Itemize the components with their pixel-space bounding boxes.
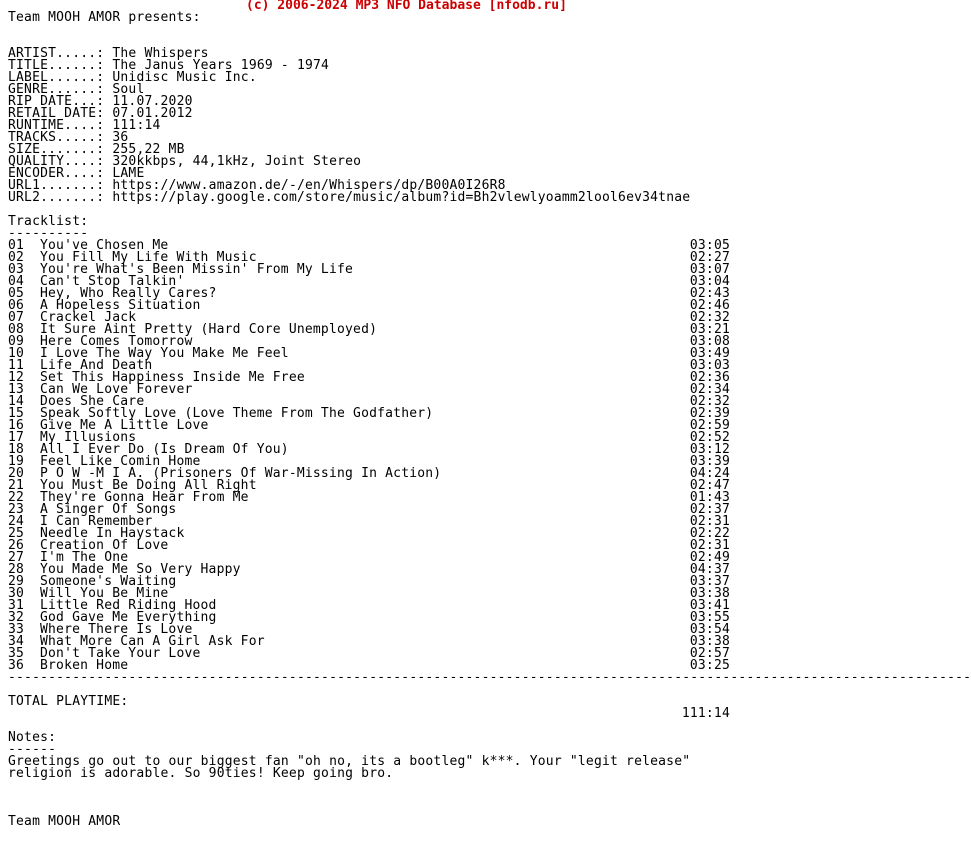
track-number: 26 — [8, 538, 25, 553]
track-title: Don't Take Your Love — [40, 646, 201, 661]
track-title: Broken Home — [40, 658, 129, 673]
track-title: Crackel Jack — [40, 310, 137, 325]
track-title: God Gave Me Everything — [40, 610, 217, 625]
info-line — [8, 192, 690, 204]
notes-heading: Notes: — [8, 730, 57, 745]
track-number: 24 — [8, 514, 25, 529]
info-value: Soul — [112, 82, 145, 97]
track-title: Will You Be Mine — [40, 586, 169, 601]
track-duration: 03:12 — [689, 442, 730, 457]
signature: Team MOOH AMOR — [8, 814, 121, 829]
track-duration: 02:39 — [689, 406, 730, 421]
info-value: 111:14 — [112, 118, 161, 133]
info-value: The Janus Years 1969 - 1974 — [112, 58, 330, 73]
track-title: Set This Happiness Inside Me Free — [40, 370, 305, 385]
track-title: They're Gonna Hear From Me — [40, 490, 249, 505]
track-title: Hey, Who Really Cares? — [40, 286, 217, 301]
track-title: Can We Love Forever — [40, 382, 193, 397]
info-label: LABEL......: — [8, 70, 105, 85]
track-duration: 01:43 — [689, 490, 730, 505]
track-number: 17 — [8, 430, 25, 445]
notes-text-line-2: religion is adorable. So 90ties! Keep going bro. — [8, 766, 394, 781]
track-title: Creation Of Love — [40, 538, 169, 553]
track-number: 33 — [8, 622, 25, 637]
track-title: You're What's Been Missin' From My Life — [40, 262, 354, 277]
track-number: 19 — [8, 454, 25, 469]
info-value: 320kkbps, 44,1kHz, Joint Stereo — [112, 154, 362, 169]
track-title: All I Ever Do (Is Dream Of You) — [40, 442, 289, 457]
info-label: ARTIST.....: — [8, 46, 105, 61]
track-duration: 02:49 — [689, 550, 730, 565]
track-number: 35 — [8, 646, 25, 661]
track-title: Give Me A Little Love — [40, 418, 209, 433]
track-title: It Sure Aint Pretty (Hard Core Unemployed) — [40, 322, 378, 337]
track-title: You Must Be Doing All Right — [40, 478, 257, 493]
track-number: 09 — [8, 334, 25, 349]
track-title: Someone's Waiting — [40, 574, 177, 589]
info-label: RIP DATE...: — [8, 94, 105, 109]
info-label: TRACKS.....: — [8, 130, 105, 145]
presents-line: Team MOOH AMOR presents: — [8, 10, 201, 25]
track-title: Speak Softly Love (Love Theme From The Godfather) — [40, 406, 434, 421]
track-number: 10 — [8, 346, 25, 361]
track-title: You Made Me So Very Happy — [40, 562, 241, 577]
track-title: Needle In Haystack — [40, 526, 185, 541]
track-number: 06 — [8, 298, 25, 313]
track-title: A Singer Of Songs — [40, 502, 177, 517]
track-duration: 04:24 — [689, 466, 730, 481]
notes-text-line-1: Greetings go out to our biggest fan "oh no, its a bootleg" k***. Your "legit release" — [8, 754, 691, 769]
track-number: 22 — [8, 490, 25, 505]
info-label: RETAIL DATE: — [8, 106, 105, 121]
track-duration: 02:52 — [689, 430, 730, 445]
track-number: 18 — [8, 442, 25, 457]
track-number: 16 — [8, 418, 25, 433]
track-title: I Can Remember — [40, 514, 153, 529]
track-title: Life And Death — [40, 358, 153, 373]
info-value: 36 — [112, 130, 129, 145]
track-title: Here Comes Tomorrow — [40, 334, 193, 349]
track-title: Feel Like Comin Home — [40, 454, 201, 469]
track-number: 13 — [8, 382, 25, 397]
track-duration: 03:07 — [689, 262, 730, 277]
track-number: 34 — [8, 634, 25, 649]
info-value: https://play.google.com/store/music/album?id=Bh2vlewlyoamm2lool6ev34tnae — [112, 190, 691, 205]
track-title: A Hopeless Situation — [40, 298, 201, 313]
track-duration: 02:46 — [689, 298, 730, 313]
track-duration: 03:05 — [689, 238, 730, 253]
track-number: 04 — [8, 274, 25, 289]
track-number: 30 — [8, 586, 25, 601]
track-duration: 02:47 — [689, 478, 730, 493]
track-duration: 02:59 — [689, 418, 730, 433]
total-label: TOTAL PLAYTIME: — [8, 694, 129, 709]
track-duration: 03:04 — [689, 274, 730, 289]
total-value: 111:14 — [681, 706, 730, 721]
tracklist-underline: ---------- — [8, 226, 89, 241]
track-number: 15 — [8, 406, 25, 421]
track-title: Does She Care — [40, 394, 145, 409]
info-label: SIZE.......: — [8, 142, 105, 157]
track-number: 07 — [8, 310, 25, 325]
track-title: My Illusions — [40, 430, 137, 445]
track-duration: 03:03 — [689, 358, 730, 373]
track-duration: 03:49 — [689, 346, 730, 361]
track-duration: 02:22 — [689, 526, 730, 541]
track-number: 29 — [8, 574, 25, 589]
track-number: 25 — [8, 526, 25, 541]
info-label: GENRE......: — [8, 82, 105, 97]
track-duration: 03:38 — [689, 586, 730, 601]
track-number: 11 — [8, 358, 25, 373]
track-duration: 02:43 — [689, 286, 730, 301]
track-duration: 03:54 — [689, 622, 730, 637]
track-number: 31 — [8, 598, 25, 613]
track-title: P O W -M I A. (Prisoners Of War-Missing In Action) — [40, 466, 442, 481]
track-duration: 02:32 — [689, 310, 730, 325]
track-duration: 02:31 — [689, 514, 730, 529]
track-duration: 02:27 — [689, 250, 730, 265]
track-duration: 02:31 — [689, 538, 730, 553]
track-number: 01 — [8, 238, 25, 253]
track-duration: 02:32 — [689, 394, 730, 409]
info-value: 07.01.2012 — [112, 106, 193, 121]
track-title: What More Can A Girl Ask For — [40, 634, 265, 649]
track-number: 05 — [8, 286, 25, 301]
track-duration: 03:21 — [689, 322, 730, 337]
track-title: You Fill My Life With Music — [40, 250, 257, 265]
track-number: 27 — [8, 550, 25, 565]
divider-rule: ------------------------------------------------------------------------------------------------------------------------ — [8, 670, 971, 685]
track-title: I'm The One — [40, 550, 129, 565]
info-value: The Whispers — [112, 46, 209, 61]
info-label: TITLE......: — [8, 58, 105, 73]
track-duration: 02:37 — [689, 502, 730, 517]
track-duration: 03:37 — [689, 574, 730, 589]
track-number: 02 — [8, 250, 25, 265]
track-number: 32 — [8, 610, 25, 625]
track-number: 14 — [8, 394, 25, 409]
info-value: 11.07.2020 — [112, 94, 193, 109]
track-duration: 03:08 — [689, 334, 730, 349]
track-number: 08 — [8, 322, 25, 337]
track-duration: 03:25 — [689, 658, 730, 673]
track-number: 28 — [8, 562, 25, 577]
info-value: LAME — [112, 166, 145, 181]
track-duration: 03:39 — [689, 454, 730, 469]
notes-underline: ------ — [8, 742, 57, 757]
info-label: ENCODER....: — [8, 166, 105, 181]
track-duration: 03:55 — [689, 610, 730, 625]
info-value: https://www.amazon.de/-/en/Whispers/dp/B00A0I26R8 — [112, 178, 506, 193]
track-title: Little Red Riding Hood — [40, 598, 217, 613]
tracklist-heading: Tracklist: — [8, 214, 89, 229]
track-duration: 02:57 — [689, 646, 730, 661]
track-number: 12 — [8, 370, 25, 385]
total-row — [8, 684, 730, 721]
track-duration: 03:41 — [689, 598, 730, 613]
track-number: 36 — [8, 658, 25, 673]
track-number: 23 — [8, 502, 25, 517]
track-title: You've Chosen Me — [40, 238, 169, 253]
track-duration: 03:38 — [689, 634, 730, 649]
nfodb-site-link[interactable]: (c) 2006-2024 MP3 NFO Database [nfodb.ru] — [246, 0, 567, 13]
info-label: URL1.......: — [8, 178, 105, 193]
info-value: Unidisc Music Inc. — [112, 70, 257, 85]
info-label: URL2.......: — [8, 190, 105, 205]
info-value: 255,22 MB — [112, 142, 185, 157]
track-title: Where There Is Love — [40, 622, 193, 637]
track-title: Can't Stop Talkin' — [40, 274, 185, 289]
track-number: 21 — [8, 478, 25, 493]
track-duration: 02:34 — [689, 382, 730, 397]
track-duration: 02:36 — [689, 370, 730, 385]
info-label: QUALITY....: — [8, 154, 105, 169]
track-number: 03 — [8, 262, 25, 277]
track-title: I Love The Way You Make Me Feel — [40, 346, 289, 361]
track-duration: 04:37 — [689, 562, 730, 577]
track-number: 20 — [8, 466, 25, 481]
info-label: RUNTIME....: — [8, 118, 105, 133]
